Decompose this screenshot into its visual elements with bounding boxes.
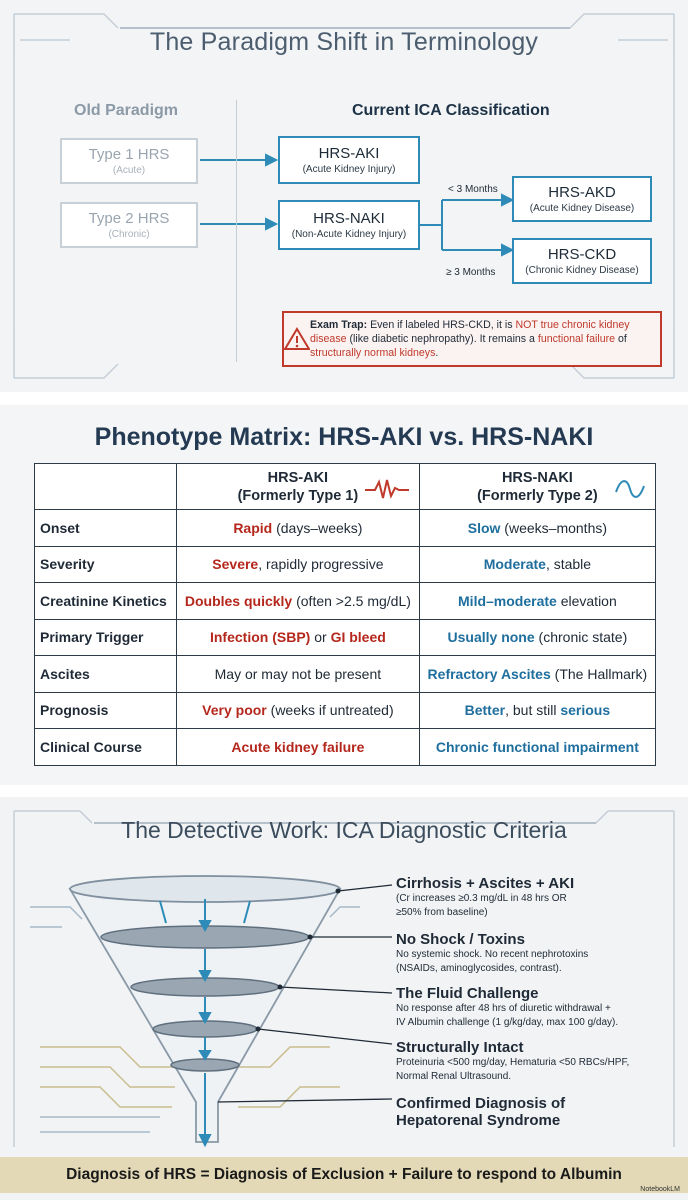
trap-emphasis: NOT true chronic kidney disease	[310, 319, 630, 345]
cell-text: (chronic state)	[534, 629, 628, 646]
trap-emphasis: structurally normal kidneys	[310, 347, 436, 359]
hrs-naki-cell	[419, 692, 655, 729]
box-subtitle: (Chronic)	[108, 229, 150, 240]
table-row	[35, 656, 656, 693]
criterion-title: Structurally Intact	[396, 1039, 524, 1056]
hrs-aki-box	[278, 136, 420, 184]
hrs-ckd-box	[512, 238, 652, 284]
criterion-structurally-intact	[396, 1039, 666, 1083]
cell-text: , but still	[505, 702, 561, 719]
column-title: HRS-NAKI	[501, 469, 573, 486]
criterion-desc: ≥50% from baseline)	[396, 906, 488, 918]
box-subtitle: (Non-Acute Kidney Injury)	[291, 229, 407, 240]
cell-highlight: Slow	[467, 519, 501, 536]
cell-text: , stable	[545, 556, 592, 573]
box-title: Type 2 HRS	[88, 210, 170, 227]
cell-highlight: Usually none	[447, 629, 535, 646]
phenotype-table	[34, 463, 656, 766]
cell-highlight: Refractory Ascites	[427, 665, 551, 682]
criterion-no-shock	[396, 931, 666, 975]
table-row	[35, 583, 656, 620]
diagnostic-criteria-panel	[0, 797, 688, 1200]
hrs-aki-cell	[177, 692, 420, 729]
trap-part: Even if labeled HRS-CKD, it is	[367, 319, 516, 331]
cell-highlight: Moderate	[483, 556, 546, 573]
hrs-aki-cell	[177, 656, 420, 693]
row-label	[35, 729, 177, 766]
box-title: Type 1 HRS	[88, 146, 170, 163]
hrs-naki-cell	[419, 510, 655, 547]
row-label	[35, 546, 177, 583]
box-subtitle: (Acute)	[112, 165, 146, 176]
hrs-naki-cell	[419, 546, 655, 583]
box-subtitle: (Acute Kidney Injury)	[302, 164, 396, 175]
row-label-text: Ascites	[40, 665, 90, 682]
box-title: HRS-NAKI	[313, 210, 385, 227]
row-label	[35, 619, 177, 656]
wave-icon	[615, 478, 645, 505]
hrs-naki-cell	[419, 656, 655, 693]
hrs-aki-cell	[177, 729, 420, 766]
row-label	[35, 692, 177, 729]
column-subtitle: (Formerly Type 1)	[237, 487, 359, 504]
cell-text: May or may not be present	[214, 665, 382, 682]
hrs-aki-cell	[177, 583, 420, 620]
cell-highlight: Better	[464, 702, 506, 719]
row-label	[35, 656, 177, 693]
box-title: HRS-CKD	[547, 246, 617, 263]
row-label-text: Severity	[40, 556, 95, 573]
cell-text: , rapidly progressive	[258, 556, 384, 573]
table-row	[35, 546, 656, 583]
row-label-text: Creatinine Kinetics	[40, 592, 167, 609]
hrs-naki-column-header	[419, 464, 655, 510]
hrs-naki-cell	[419, 619, 655, 656]
cell-highlight: Infection (SBP)	[209, 629, 311, 646]
column-subtitle: (Formerly Type 2)	[477, 487, 598, 504]
matrix-title: Phenotype Matrix: HRS-AKI vs. HRS-NAKI	[94, 423, 594, 451]
warning-icon	[284, 327, 310, 351]
box-subtitle: (Chronic Kidney Disease)	[525, 265, 639, 276]
row-label-text: Clinical Course	[40, 738, 142, 755]
conclusion-banner	[0, 1157, 688, 1193]
criterion-desc: No response after 48 hrs of diuretic withdrawal +	[396, 1003, 611, 1014]
criterion-confirmed-diagnosis	[396, 1095, 666, 1129]
cell-text: (weeks–months)	[500, 519, 608, 536]
table-body	[35, 510, 656, 766]
page-title: The Paradigm Shift in Terminology	[149, 28, 539, 56]
row-label-text: Onset	[40, 519, 80, 536]
cell-text: (weeks if untreated)	[266, 702, 394, 719]
empty-header-cell	[35, 464, 177, 510]
criterion-desc: No systemic shock. No recent nephrotoxins	[396, 949, 589, 960]
trap-part: .	[435, 347, 439, 359]
box-title: HRS-AKI	[318, 145, 380, 162]
criterion-desc: (Cr increases ≥0.3 mg/dL in 48 hrs OR	[396, 893, 567, 904]
hrs-aki-column-header	[177, 464, 420, 510]
current-classification-heading: Current ICA Classification	[352, 102, 550, 119]
exam-trap-callout	[282, 311, 662, 367]
table-row	[35, 619, 656, 656]
criterion-title: The Fluid Challenge	[396, 985, 539, 1002]
row-label	[35, 510, 177, 547]
row-label-text: Primary Trigger	[40, 629, 144, 646]
branch-label-upper: < 3 Months	[448, 184, 498, 195]
criterion-title: Confirmed Diagnosis of	[396, 1095, 566, 1112]
hrs-aki-cell	[177, 619, 420, 656]
criterion-desc: Normal Renal Ultrasound.	[396, 1070, 512, 1082]
cell-highlight: Rapid	[233, 519, 273, 536]
brand-watermark: NotebookLM	[640, 1186, 680, 1193]
hrs-naki-cell	[419, 583, 655, 620]
cell-highlight: Acute kidney failure	[231, 738, 365, 755]
criterion-title: Cirrhosis + Ascites + AKI	[396, 875, 575, 892]
criterion-cirrhosis	[396, 875, 666, 919]
criterion-title: No Shock / Toxins	[396, 931, 525, 948]
terminology-panel	[0, 0, 688, 392]
row-label	[35, 583, 177, 620]
cell-text: or	[310, 629, 331, 646]
table-row	[35, 692, 656, 729]
old-paradigm-heading: Old Paradigm	[74, 102, 179, 119]
hrs-aki-cell	[177, 510, 420, 547]
branch-label-lower: ≥ 3 Months	[446, 267, 496, 278]
type2-hrs-box	[60, 202, 198, 248]
criterion-desc: IV Albumin challenge (1 g/kg/day, max 100 g/day).	[396, 1016, 619, 1028]
criterion-desc: Proteinuria <500 mg/day, Hematuria <50 RBCs/HPF,	[396, 1057, 630, 1068]
cell-text: (days–weeks)	[272, 519, 363, 536]
table-header-row	[35, 464, 656, 510]
hrs-naki-box	[278, 200, 420, 250]
trap-part: (like diabetic nephropathy). It remains a	[346, 333, 538, 345]
cell-highlight: Very poor	[202, 702, 267, 719]
pulse-icon	[365, 478, 409, 505]
hrs-aki-cell	[177, 546, 420, 583]
box-title: HRS-AKD	[548, 184, 616, 201]
cell-highlight: GI bleed	[330, 629, 386, 646]
conclusion-text: Diagnosis of HRS = Diagnosis of Exclusion + Failure to respond to Albumin	[66, 1166, 622, 1183]
trap-label: Exam Trap:	[310, 319, 368, 331]
phenotype-matrix-panel	[0, 405, 688, 785]
criterion-desc: (NSAIDs, aminoglycosides, contrast).	[396, 962, 562, 974]
cell-text: (often >2.5 mg/dL)	[292, 592, 411, 609]
box-subtitle: (Acute Kidney Disease)	[529, 203, 635, 214]
column-divider	[236, 100, 237, 362]
cell-highlight: serious	[560, 702, 611, 719]
cell-text: elevation	[556, 592, 617, 609]
cell-highlight: Chronic functional impairment	[435, 738, 639, 755]
row-label-text: Prognosis	[40, 702, 109, 719]
cell-highlight: Severe	[212, 556, 259, 573]
exam-trap-text	[310, 318, 660, 360]
table-row	[35, 729, 656, 766]
column-title: HRS-AKI	[267, 469, 329, 486]
type1-hrs-box	[60, 138, 198, 184]
hrs-naki-cell	[419, 729, 655, 766]
cell-highlight: Mild–moderate	[458, 592, 557, 609]
criteria-title: The Detective Work: ICA Diagnostic Criteria	[121, 817, 567, 843]
trap-part: of	[615, 333, 627, 345]
hrs-akd-box	[512, 176, 652, 222]
criterion-title-line2: Hepatorenal Syndrome	[396, 1112, 561, 1129]
cell-highlight: Doubles quickly	[184, 592, 293, 609]
cell-text: (The Hallmark)	[550, 665, 648, 682]
table-row	[35, 510, 656, 547]
trap-emphasis: functional failure	[537, 333, 616, 345]
criterion-fluid-challenge	[396, 985, 666, 1029]
